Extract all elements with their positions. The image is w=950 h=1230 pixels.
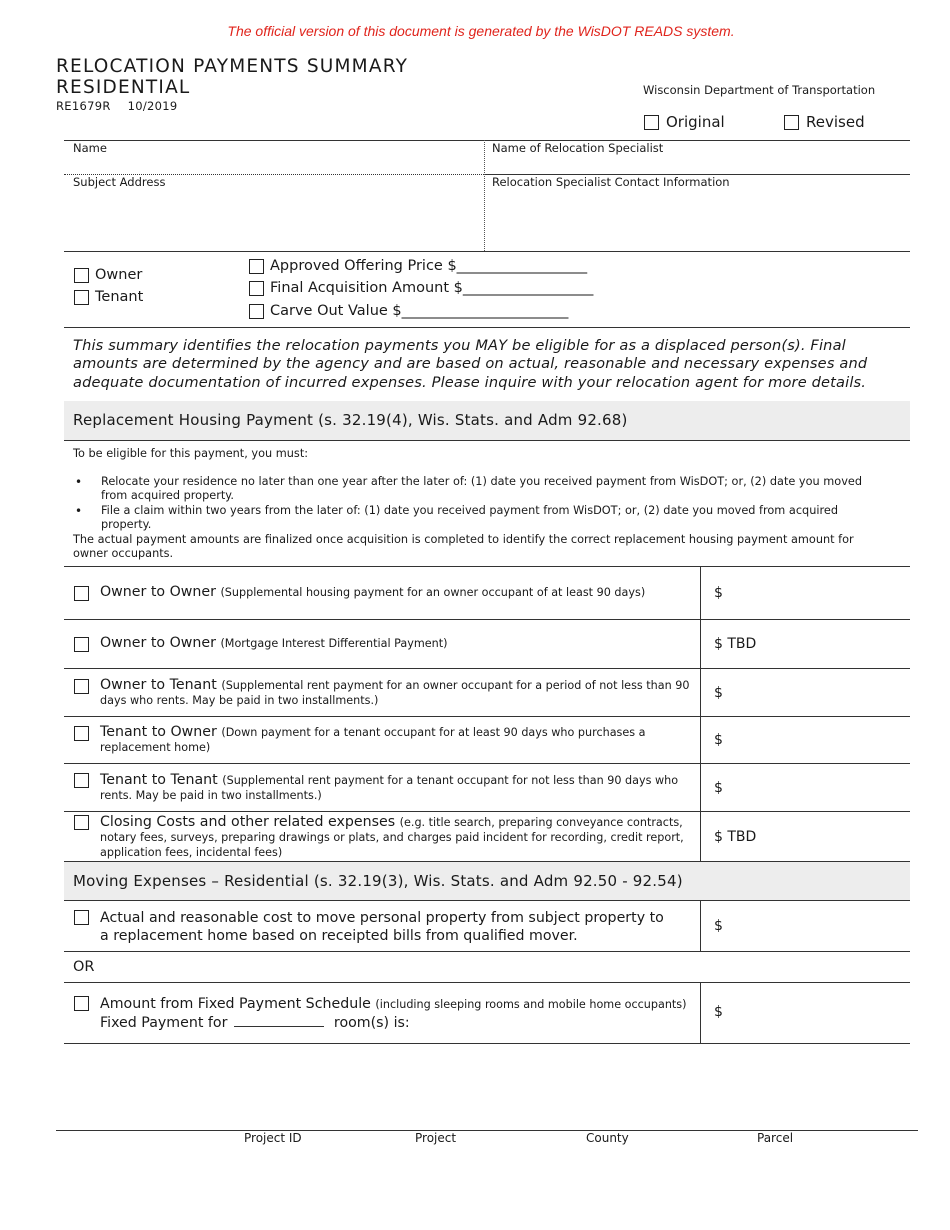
divider	[64, 566, 910, 567]
subject-address-label: Subject Address	[73, 175, 166, 189]
parcel-label: Parcel	[757, 1131, 794, 1145]
payment-row-label	[100, 725, 690, 755]
form-title	[56, 56, 408, 98]
payment-description: (Supplemental rent payment for a tenant occupant for not less than 90 days who rents. May be paid in two installments.)	[100, 774, 679, 802]
fixed-payment-suffix: room(s) is:	[333, 1015, 410, 1031]
payment-amount[interactable]: $	[714, 780, 723, 796]
payment-amount[interactable]: $	[714, 1004, 723, 1020]
payment-row-label	[100, 773, 690, 803]
actual-moving-cost-checkbox[interactable]	[74, 910, 89, 925]
specialist-name-input[interactable]	[491, 156, 901, 172]
original-option[interactable]	[644, 113, 725, 131]
form-title-line2: RESIDENTIAL	[56, 77, 191, 98]
payment-title: Tenant to Tenant	[100, 772, 218, 788]
mortgage-interest-checkbox[interactable]	[74, 637, 89, 652]
payment-title: Owner to Tenant	[100, 677, 217, 693]
original-label: Original	[666, 113, 725, 131]
divider	[64, 900, 910, 901]
payment-description: (Supplemental housing payment for an owner occupant of at least 90 days)	[220, 586, 646, 599]
rhp-note: The actual payment amounts are finalized once acquisition is completed to identify the correct replacement housing payment amount for owner occupants.	[73, 533, 854, 560]
divider	[64, 140, 910, 141]
payment-description: (Supplemental rent payment for an owner occupant for a period of not less than 90 days who rents. May be paid in two installments.)	[100, 679, 690, 707]
project-label: Project	[415, 1131, 457, 1145]
form-date: 10/2019	[127, 99, 178, 113]
final-acquisition-checkbox[interactable]	[249, 281, 264, 296]
form-number: RE1679R	[56, 99, 111, 113]
tenant-checkbox[interactable]	[74, 290, 89, 305]
approved-offering-label: Approved Offering Price $__________________	[270, 258, 588, 274]
actual-moving-cost-label: Actual and reasonable cost to move personal property from subject property to a replacement home based on receipted bills from qualified mover.	[100, 910, 664, 944]
divider	[64, 251, 910, 252]
payment-amount[interactable]: $	[714, 685, 723, 701]
amount-column-divider	[700, 982, 701, 1043]
original-checkbox[interactable]	[644, 115, 659, 130]
approved-offering-checkbox[interactable]	[249, 259, 264, 274]
divider	[64, 1043, 910, 1044]
payment-row-label	[100, 815, 690, 860]
payment-amount[interactable]: $	[714, 732, 723, 748]
tenant-to-tenant-checkbox[interactable]	[74, 773, 89, 788]
agency-name: Wisconsin Department of Transportation	[643, 83, 876, 97]
amount-column-divider	[700, 900, 701, 951]
divider	[64, 668, 910, 669]
subject-address-input[interactable]	[72, 192, 477, 247]
revised-option[interactable]	[784, 113, 865, 131]
revised-label: Revised	[806, 113, 865, 131]
tenant-option[interactable]	[74, 289, 143, 305]
rhp-requirements-list	[73, 475, 883, 533]
eligibility-summary: This summary identifies the relocation payments you MAY be eligible for as a displaced person(s). Final amounts are determined by the agency and are based on actual, reasonable and necessary expenses and adequate documentation of incurred expenses. Please inquire with your relocation agent for more details.	[73, 337, 868, 391]
payment-amount[interactable]: $	[714, 585, 723, 601]
revised-checkbox[interactable]	[784, 115, 799, 130]
or-separator: OR	[73, 959, 95, 975]
owner-label: Owner	[95, 267, 143, 283]
payment-row-label	[100, 678, 690, 708]
divider	[64, 716, 910, 717]
room-count-input[interactable]	[234, 1014, 324, 1027]
divider	[64, 951, 910, 952]
county-label: County	[586, 1131, 629, 1145]
list-item: • Relocate your residence no later than one year after the later of: (1) date you received payment from WisDOT; or, (2) date you moved from acquired property.	[73, 475, 883, 503]
approved-offering-option[interactable]	[249, 258, 587, 274]
payment-description: (including sleeping rooms and mobile home occupants)	[375, 998, 687, 1011]
carve-out-label: Carve Out Value $_______________________	[270, 303, 569, 319]
carve-out-option[interactable]	[249, 303, 568, 319]
official-version-banner: The official version of this document is generated by the WisDOT READS system.	[227, 23, 735, 39]
column-divider	[484, 140, 485, 251]
fixed-payment-prefix: Fixed Payment for	[100, 1015, 228, 1031]
moving-heading: Moving Expenses – Residential (s. 32.19(3), Wis. Stats. and Adm 92.50 - 92.54)	[73, 872, 683, 890]
tenant-label: Tenant	[95, 289, 144, 305]
payment-description: (e.g. title search, preparing conveyance contracts, notary fees, surveys, preparing drawings or plats, and charges paid incident for recording, credit report, application fees, incidental fees)	[100, 816, 684, 859]
final-acquisition-label: Final Acquisition Amount $__________________	[270, 280, 594, 296]
payment-amount[interactable]: $	[714, 918, 723, 934]
form-title-line1: RELOCATION PAYMENTS SUMMARY	[56, 56, 409, 77]
closing-costs-checkbox[interactable]	[74, 815, 89, 830]
divider	[64, 811, 910, 812]
divider	[64, 327, 910, 328]
payment-title: Owner to Owner	[100, 584, 216, 600]
name-input[interactable]	[72, 156, 477, 172]
tenant-to-owner-checkbox[interactable]	[74, 726, 89, 741]
list-item: • File a claim within two years from the later of: (1) date you received payment from WisDOT; or, (2) date you moved from acquired property.	[73, 504, 883, 532]
specialist-name-label: Name of Relocation Specialist	[492, 141, 664, 155]
payment-title: Tenant to Owner	[100, 724, 217, 740]
payment-amount[interactable]: $ TBD	[714, 636, 757, 652]
payment-title: Owner to Owner	[100, 635, 216, 651]
name-label: Name	[73, 141, 107, 155]
owner-option[interactable]	[74, 267, 142, 283]
payment-description: (Mortgage Interest Differential Payment)	[220, 637, 448, 650]
final-acquisition-option[interactable]	[249, 280, 593, 296]
fixed-payment-checkbox[interactable]	[74, 996, 89, 1011]
payment-row-label	[100, 585, 690, 600]
payment-description: (Down payment for a tenant occupant for at least 90 days who purchases a replacement home)	[100, 726, 646, 754]
owner-to-owner-checkbox[interactable]	[74, 586, 89, 601]
project-id-label: Project ID	[244, 1131, 302, 1145]
form-number-block	[56, 99, 195, 113]
owner-to-tenant-checkbox[interactable]	[74, 679, 89, 694]
rhp-intro: To be eligible for this payment, you must:	[73, 447, 309, 460]
owner-checkbox[interactable]	[74, 268, 89, 283]
carve-out-checkbox[interactable]	[249, 304, 264, 319]
payment-title: Closing Costs and other related expenses	[100, 814, 396, 830]
fixed-payment-label	[100, 995, 690, 1032]
divider	[64, 763, 910, 764]
divider	[64, 982, 910, 983]
specialist-contact-label: Relocation Specialist Contact Information	[492, 175, 730, 189]
amount-column-divider	[700, 566, 701, 861]
payment-amount[interactable]: $ TBD	[714, 829, 757, 845]
specialist-contact-input[interactable]	[491, 192, 901, 247]
divider	[64, 619, 910, 620]
rhp-heading: Replacement Housing Payment (s. 32.19(4), Wis. Stats. and Adm 92.68)	[73, 411, 628, 429]
payment-row-label	[100, 636, 690, 651]
payment-title: Amount from Fixed Payment Schedule	[100, 996, 371, 1012]
divider	[64, 440, 910, 441]
